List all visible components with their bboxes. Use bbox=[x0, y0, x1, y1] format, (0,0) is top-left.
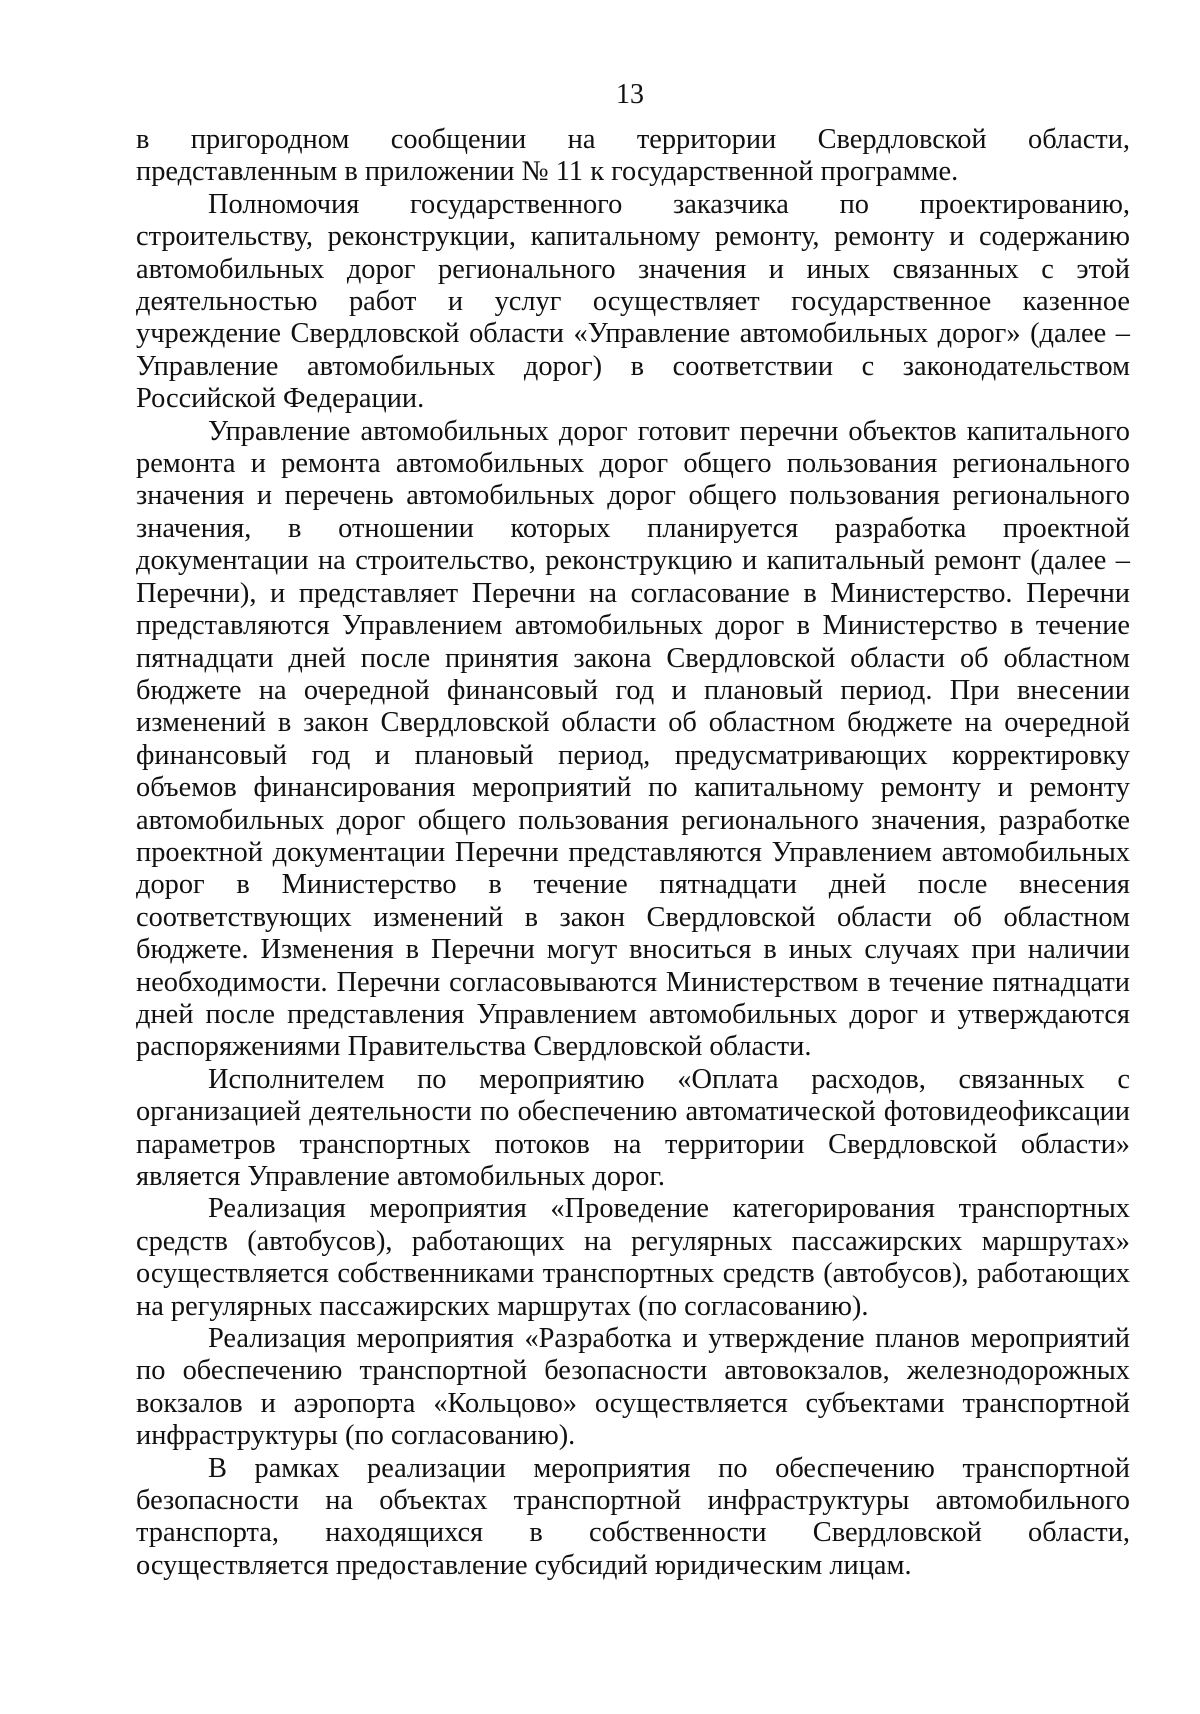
paragraph-continuation: в пригородном сообщении на территории Свердловской области, представленным в приложении № 11 к государственной программе. bbox=[136, 124, 1130, 188]
paragraph-security-plans: Реализация мероприятия «Разработка и утверждение планов мероприятий по обеспечению транспортной безопасности автовокзалов, железнодорожных вокзалов и аэропорта «Кольцово» осуществляется субъектами транспортной инфраструктуры (по согласованию). bbox=[136, 1323, 1130, 1452]
paragraph-bus-categorization: Реализация мероприятия «Проведение категорирования транспортных средств (автобусов), работающих на регулярных пассажирских маршрутах» осуществляется собственниками транспортных средств (автобусов), работающих на регулярных пассажирских маршрутах (по согласованию). bbox=[136, 1193, 1130, 1322]
paragraph-customer-powers: Полномочия государственного заказчика по проектированию, строительству, реконструкции, капитальному ремонту, ремонту и содержанию автомобильных дорог регионального значения и иных связанных с этой деятельностью работ и услуг осуществляет государственное казенное учреждение Свердловской области «Управление автомобильных дорог» (далее – Управление автомобильных дорог) в соответствии с законодательством Российской Федерации. bbox=[136, 188, 1130, 415]
paragraph-photo-video-fixation: Исполнителем по мероприятию «Оплата расходов, связанных с организацией деятельности по обеспечению автоматической фотовидеофиксации параметров транспортных потоков на территории Свердловской области» является Управление автомобильных дорог. bbox=[136, 1063, 1130, 1192]
document-body bbox=[136, 124, 1130, 1582]
paragraph-road-lists: Управление автомобильных дорог готовит перечни объектов капитального ремонта и ремонта автомобильных дорог общего пользования регионального значения и перечень автомобильных дорог общего пользования регионального значения, в отношении которых планируется разработка проектной документации на строительство, реконструкцию и капитальный ремонт (далее – Перечни), и представляет Перечни на согласование в Министерство. Перечни представляются Управлением автомобильных дорог в Министерство в течение пятнадцати дней после принятия закона Свердловской области об областном бюджете на очередной финансовый год и плановый период. При внесении изменений в закон Свердловской области об областном бюджете на очередной финансовый год и плановый период, предусматривающих корректировку объемов финансирования мероприятий по капитальному ремонту и ремонту автомобильных дорог общего пользования регионального значения, разработке проектной документации Перечни представляются Управлением автомобильных дорог в Министерство в течение пятнадцати дней после внесения соответствующих изменений в закон Свердловской области об областном бюджете. Изменения в Перечни могут вноситься в иных случаях при наличии необходимости. Перечни согласовываются Министерством в течение пятнадцати дней после представления Управлением автомобильных дорог и утверждаются распоряжениями Правительства Свердловской области. bbox=[136, 415, 1130, 1063]
paragraph-subsidies: В рамках реализации мероприятия по обеспечению транспортной безопасности на объектах транспортной инфраструктуры автомобильного транспорта, находящихся в собственности Свердловской области, осуществляется предоставление субсидий юридическим лицам. bbox=[136, 1452, 1130, 1581]
page-number: 13 bbox=[616, 79, 644, 110]
